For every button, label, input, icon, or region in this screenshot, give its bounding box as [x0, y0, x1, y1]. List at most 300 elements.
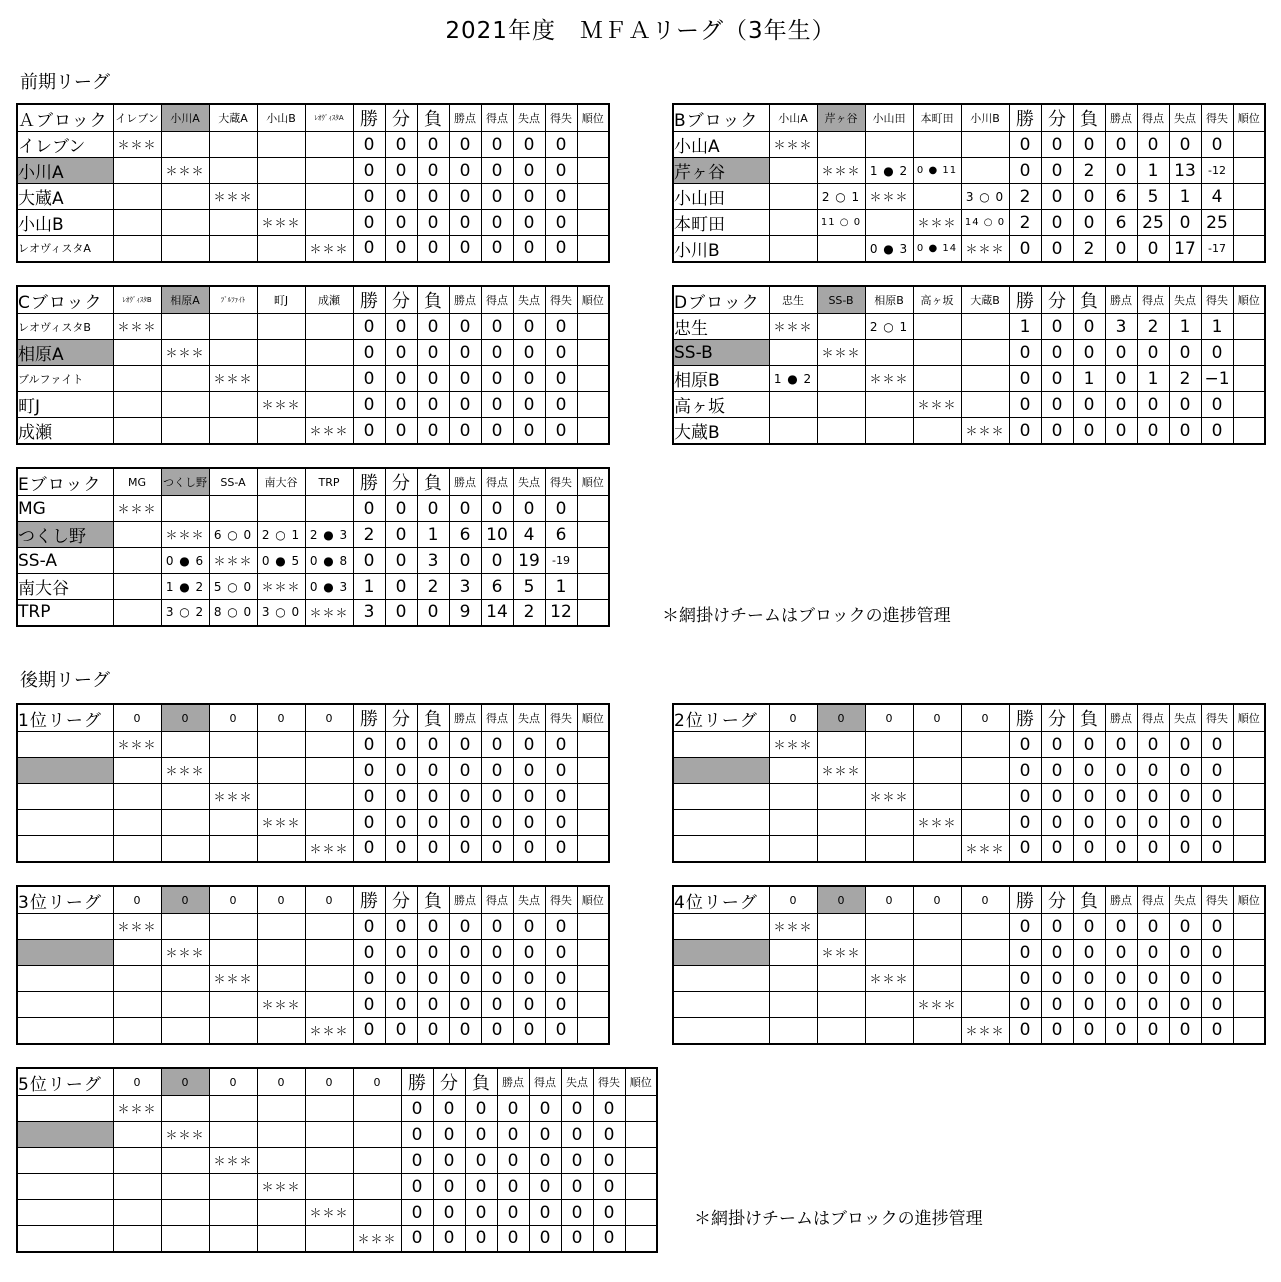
match-result [913, 836, 961, 862]
stat-value [577, 548, 609, 574]
match-result: 5 ○ 0 [209, 574, 257, 600]
stat-value: 0 [417, 340, 449, 366]
stat-header: 負 [417, 886, 449, 914]
match-result [305, 366, 353, 392]
match-result: ＊＊＊ [961, 236, 1009, 263]
stat-value [1233, 940, 1265, 966]
stat-value: 0 [561, 1200, 593, 1226]
stat-value: 0 [1201, 392, 1233, 418]
stat-value: 0 [545, 758, 577, 784]
block-title: Cブロック [17, 286, 113, 314]
stat-value: 0 [449, 836, 481, 862]
stat-value: 0 [1201, 418, 1233, 445]
stat-value: 0 [417, 732, 449, 758]
match-result [209, 314, 257, 340]
table-row [673, 366, 1265, 392]
team-name: 小川A [17, 158, 113, 184]
stat-value [577, 1018, 609, 1044]
stat-value: 0 [433, 1122, 465, 1148]
stat-header: 分 [385, 886, 417, 914]
stat-value: 0 [353, 940, 385, 966]
stat-header: 得点 [481, 468, 513, 496]
match-result [209, 836, 257, 862]
stat-value: 0 [1041, 366, 1073, 392]
stat-header: 負 [417, 468, 449, 496]
stat-header: 失点 [1169, 886, 1201, 914]
stat-value: 0 [417, 992, 449, 1018]
stat-value: 0 [449, 132, 481, 158]
opponent-header: 0 [305, 1068, 353, 1096]
match-result: ＊＊＊ [817, 158, 865, 184]
stat-value: 0 [1137, 236, 1169, 263]
stat-value: 0 [1169, 966, 1201, 992]
stat-value [577, 600, 609, 626]
team-name: 小川B [673, 236, 769, 263]
opponent-header: ﾚｵｳﾞｨｽﾀA [305, 104, 353, 132]
stat-value: 25 [1137, 210, 1169, 236]
match-result [257, 914, 305, 940]
team-name [17, 992, 113, 1018]
stat-value: -19 [545, 548, 577, 574]
stat-value: 0 [353, 758, 385, 784]
match-result [961, 366, 1009, 392]
match-result [961, 732, 1009, 758]
stat-value: 0 [449, 340, 481, 366]
match-result: ＊＊＊ [961, 836, 1009, 862]
stat-header: 得点 [481, 886, 513, 914]
match-result [817, 132, 865, 158]
match-result [305, 1122, 353, 1148]
stat-value: 0 [1041, 340, 1073, 366]
match-result [257, 340, 305, 366]
stat-value: 6 [481, 574, 513, 600]
league-table-e [16, 467, 610, 627]
opponent-header: 0 [257, 704, 305, 732]
match-result [913, 340, 961, 366]
match-result: ＊＊＊ [257, 210, 305, 236]
match-result [961, 314, 1009, 340]
stat-value: 0 [385, 914, 417, 940]
stat-value: 0 [481, 732, 513, 758]
stat-header: 勝点 [1105, 286, 1137, 314]
stat-value: 0 [1201, 758, 1233, 784]
league-table-d [672, 285, 1266, 445]
match-result [113, 1018, 161, 1044]
match-result: 3 ○ 0 [257, 600, 305, 626]
stat-header: 分 [433, 1068, 465, 1096]
match-result [769, 836, 817, 862]
table-row [673, 992, 1265, 1018]
match-result [161, 914, 209, 940]
stat-header: 勝点 [449, 286, 481, 314]
match-result [865, 392, 913, 418]
opponent-header: 0 [913, 886, 961, 914]
match-result [209, 992, 257, 1018]
stat-value: 0 [1041, 418, 1073, 445]
stat-value: 0 [449, 366, 481, 392]
match-result [305, 210, 353, 236]
stat-header: 失点 [513, 886, 545, 914]
stat-header: 失点 [1169, 704, 1201, 732]
match-result: 1 ● 2 [769, 366, 817, 392]
stat-value: 0 [449, 992, 481, 1018]
match-result: 1 ● 2 [161, 574, 209, 600]
match-result [113, 574, 161, 600]
stat-value: 0 [1201, 966, 1233, 992]
stat-header: 負 [465, 1068, 497, 1096]
match-result: 0 ● 6 [161, 548, 209, 574]
stat-value [577, 992, 609, 1018]
stat-header: 得点 [1137, 704, 1169, 732]
stat-value [1233, 132, 1265, 158]
match-result [769, 966, 817, 992]
stat-header: 得点 [1137, 286, 1169, 314]
stat-value: 0 [1105, 366, 1137, 392]
stat-header: 得点 [481, 104, 513, 132]
opponent-header: 小山A [769, 104, 817, 132]
stat-header: 順位 [577, 468, 609, 496]
stat-value [577, 810, 609, 836]
stat-value: 0 [1073, 184, 1105, 210]
match-result [353, 1148, 401, 1174]
stat-value: 6 [1105, 184, 1137, 210]
stat-value: 4 [1201, 184, 1233, 210]
match-result [209, 1174, 257, 1200]
league-table-l2 [672, 703, 1266, 863]
match-result [913, 418, 961, 445]
match-result [865, 758, 913, 784]
stat-value: 0 [417, 132, 449, 158]
match-result [161, 314, 209, 340]
stat-value: 0 [1041, 210, 1073, 236]
stat-value [1233, 784, 1265, 810]
stat-value: 0 [481, 184, 513, 210]
stat-value: 0 [513, 836, 545, 862]
match-result [961, 340, 1009, 366]
stat-value: 0 [1041, 158, 1073, 184]
team-name [673, 732, 769, 758]
team-name [17, 966, 113, 992]
match-result [305, 158, 353, 184]
block-title: 3位リーグ [17, 886, 113, 914]
stat-header: 得失 [545, 886, 577, 914]
stat-value: 0 [449, 966, 481, 992]
match-result: ＊＊＊ [257, 810, 305, 836]
stat-value: 1 [1201, 314, 1233, 340]
stat-header: 負 [1073, 286, 1105, 314]
stat-value: 0 [545, 732, 577, 758]
stat-value: 0 [1009, 1018, 1041, 1044]
stat-value: 0 [401, 1226, 433, 1252]
stat-value: 2 [1169, 366, 1201, 392]
stat-value: 0 [1105, 236, 1137, 263]
table-row [17, 992, 609, 1018]
stat-value: 0 [1169, 340, 1201, 366]
match-result [113, 1122, 161, 1148]
stat-value: 0 [529, 1174, 561, 1200]
stat-value: 0 [353, 340, 385, 366]
stat-value: 0 [1105, 158, 1137, 184]
match-result: ＊＊＊ [209, 1148, 257, 1174]
stat-value: 0 [513, 184, 545, 210]
stat-value: 0 [1137, 340, 1169, 366]
match-result: 0 ● 8 [305, 548, 353, 574]
stat-value: 0 [1073, 732, 1105, 758]
table-row [17, 210, 609, 236]
match-result [161, 784, 209, 810]
stat-value: 0 [1201, 340, 1233, 366]
stat-value: 0 [593, 1200, 625, 1226]
opponent-header: MG [113, 468, 161, 496]
match-result: ＊＊＊ [161, 522, 209, 548]
stat-value: 0 [1169, 418, 1201, 445]
stat-value: 0 [481, 940, 513, 966]
stat-value: 0 [385, 496, 417, 522]
stat-value: 0 [465, 1226, 497, 1252]
match-result [113, 392, 161, 418]
stat-value: 0 [353, 914, 385, 940]
stat-header: 失点 [513, 286, 545, 314]
opponent-header: 0 [209, 704, 257, 732]
stat-value: 2 [1009, 210, 1041, 236]
stat-value: 2 [513, 600, 545, 626]
stat-header: 勝 [353, 286, 385, 314]
team-name [17, 732, 113, 758]
stat-value: 0 [465, 1122, 497, 1148]
stat-value: 0 [353, 132, 385, 158]
stat-header: 失点 [513, 704, 545, 732]
note-second-half: ＊網掛けチームはブロックの進捗管理 [694, 1209, 983, 1229]
table-row [17, 940, 609, 966]
stat-value: 0 [1169, 732, 1201, 758]
match-result [353, 1174, 401, 1200]
match-result [913, 758, 961, 784]
stat-value: 0 [1169, 810, 1201, 836]
stat-value: 0 [385, 732, 417, 758]
match-result [865, 836, 913, 862]
match-result [913, 1018, 961, 1044]
stat-value: 0 [385, 184, 417, 210]
table-row [17, 600, 609, 626]
stat-value: 0 [513, 810, 545, 836]
match-result [209, 732, 257, 758]
match-result [769, 992, 817, 1018]
stat-header: 順位 [625, 1068, 657, 1096]
stat-value: 0 [353, 210, 385, 236]
match-result [961, 132, 1009, 158]
match-result [209, 1200, 257, 1226]
match-result [257, 1018, 305, 1044]
opponent-header: 相原A [161, 286, 209, 314]
stat-value: 0 [401, 1122, 433, 1148]
stat-value: 0 [1073, 210, 1105, 236]
table-row [17, 184, 609, 210]
note-first-half: ＊網掛けチームはブロックの進捗管理 [662, 606, 951, 626]
stat-value: 0 [1073, 940, 1105, 966]
stat-value [577, 132, 609, 158]
stat-header: 得失 [593, 1068, 625, 1096]
stat-header: 得点 [1137, 104, 1169, 132]
stat-header: 勝 [353, 468, 385, 496]
match-result [113, 522, 161, 548]
stat-value: 0 [401, 1096, 433, 1122]
stat-header: 勝点 [449, 104, 481, 132]
block-title: Dブロック [673, 286, 769, 314]
match-result [113, 810, 161, 836]
stat-value: 0 [385, 210, 417, 236]
stat-value: 0 [1009, 236, 1041, 263]
stat-header: 失点 [513, 104, 545, 132]
stat-value: 0 [385, 966, 417, 992]
match-result: 0 ● 3 [305, 574, 353, 600]
stat-value: 0 [545, 132, 577, 158]
table-row [17, 966, 609, 992]
stat-value: 0 [385, 366, 417, 392]
stat-value: -17 [1201, 236, 1233, 263]
stat-value [577, 732, 609, 758]
match-result [257, 184, 305, 210]
stat-value: 0 [545, 340, 577, 366]
table-row [17, 1200, 657, 1226]
table-row [17, 758, 609, 784]
stat-value: 0 [561, 1148, 593, 1174]
stat-header: 得点 [1137, 886, 1169, 914]
stat-value: 0 [449, 496, 481, 522]
match-result: 3 ○ 2 [161, 600, 209, 626]
stat-value: 0 [529, 1226, 561, 1252]
opponent-header: 本町田 [913, 104, 961, 132]
stat-value: 0 [385, 1018, 417, 1044]
stat-value: 0 [417, 392, 449, 418]
stat-value: 0 [1169, 784, 1201, 810]
stat-value [577, 314, 609, 340]
table-row [17, 836, 609, 862]
table-row [17, 914, 609, 940]
stat-value: 0 [433, 1226, 465, 1252]
stat-value: 0 [513, 758, 545, 784]
opponent-header: 小山田 [865, 104, 913, 132]
stat-header: 負 [1073, 886, 1105, 914]
stat-value: 0 [545, 418, 577, 445]
stat-value: 4 [513, 522, 545, 548]
stat-header: 順位 [1233, 704, 1265, 732]
stat-value: 0 [1041, 992, 1073, 1018]
stat-value: 0 [561, 1096, 593, 1122]
match-result [961, 392, 1009, 418]
stat-value: 0 [513, 1018, 545, 1044]
match-result [209, 392, 257, 418]
stat-value: 0 [385, 836, 417, 862]
match-result [161, 836, 209, 862]
match-result [209, 1122, 257, 1148]
match-result [817, 784, 865, 810]
stat-header: 順位 [1233, 104, 1265, 132]
stat-value: 0 [1201, 810, 1233, 836]
stat-header: 勝 [1009, 104, 1041, 132]
match-result: 2 ● 3 [305, 522, 353, 548]
stat-value: 0 [449, 1018, 481, 1044]
opponent-header: 大蔵A [209, 104, 257, 132]
stat-value: 0 [417, 940, 449, 966]
stat-value: 0 [353, 732, 385, 758]
stat-header: 勝点 [449, 468, 481, 496]
stat-value: 0 [449, 914, 481, 940]
match-result: ＊＊＊ [209, 184, 257, 210]
stat-value: 0 [513, 366, 545, 392]
stat-value: 5 [1137, 184, 1169, 210]
team-name [17, 1018, 113, 1044]
match-result [817, 810, 865, 836]
stat-value: 0 [545, 784, 577, 810]
match-result [113, 210, 161, 236]
match-result [913, 914, 961, 940]
match-result: ＊＊＊ [769, 914, 817, 940]
table-row [673, 810, 1265, 836]
team-name [17, 836, 113, 862]
match-result [257, 236, 305, 262]
match-result [769, 210, 817, 236]
stat-value [1233, 966, 1265, 992]
match-result: ＊＊＊ [257, 574, 305, 600]
match-result [161, 1174, 209, 1200]
stat-value: 0 [1105, 392, 1137, 418]
opponent-header: 町J [257, 286, 305, 314]
match-result [161, 210, 209, 236]
stat-value: 0 [353, 158, 385, 184]
stat-value: 12 [545, 600, 577, 626]
stat-header: 失点 [1169, 286, 1201, 314]
match-result [209, 418, 257, 445]
match-result [257, 314, 305, 340]
table-row [673, 184, 1265, 210]
stat-value: 0 [481, 836, 513, 862]
match-result [865, 1018, 913, 1044]
stat-value: 17 [1169, 236, 1201, 263]
league-table-l4 [672, 885, 1266, 1045]
stat-value: 0 [353, 392, 385, 418]
match-result: ＊＊＊ [161, 158, 209, 184]
stat-value: 0 [481, 758, 513, 784]
stat-value: 0 [1105, 132, 1137, 158]
stat-value: 0 [1009, 340, 1041, 366]
table-row [17, 522, 609, 548]
stat-value: 0 [433, 1174, 465, 1200]
match-result [817, 914, 865, 940]
league-table-l3 [16, 885, 610, 1045]
stat-header: 順位 [577, 886, 609, 914]
stat-value: 0 [481, 418, 513, 445]
block-title: 4位リーグ [673, 886, 769, 914]
stat-value: 0 [1009, 158, 1041, 184]
stat-value: 0 [417, 1018, 449, 1044]
match-result [305, 914, 353, 940]
match-result [913, 314, 961, 340]
stat-value: 0 [417, 784, 449, 810]
stat-value: 0 [353, 966, 385, 992]
stat-value: 6 [449, 522, 481, 548]
team-name [673, 914, 769, 940]
stat-value: 0 [1201, 732, 1233, 758]
stat-value: 2 [1073, 158, 1105, 184]
stat-value: 0 [449, 418, 481, 445]
match-result [961, 914, 1009, 940]
stat-value: 0 [1073, 784, 1105, 810]
match-result [961, 940, 1009, 966]
match-result [209, 940, 257, 966]
stat-value: 0 [1169, 1018, 1201, 1044]
stat-value: 0 [353, 496, 385, 522]
stat-value: 0 [1073, 758, 1105, 784]
